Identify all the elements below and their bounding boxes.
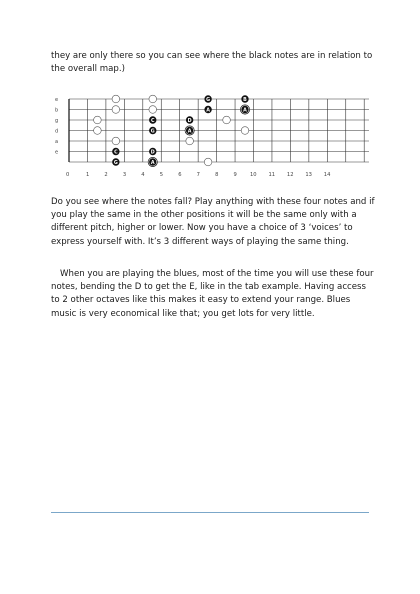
note-label: D — [150, 150, 155, 156]
fret-number-label: 10 — [250, 172, 257, 178]
string-label: e — [55, 149, 59, 156]
note-marker — [149, 127, 156, 135]
note-marker — [240, 105, 249, 114]
note-marker — [148, 157, 157, 166]
note-marker — [241, 127, 249, 135]
string-label: g — [55, 118, 59, 124]
note-label: G — [150, 129, 155, 135]
note-marker — [112, 148, 119, 156]
note-markers — [94, 95, 250, 166]
note-label: A — [150, 160, 155, 166]
fret-number-label: 7 — [196, 172, 200, 178]
note-marker — [186, 116, 193, 124]
note-marker — [94, 116, 102, 124]
note-label: G — [206, 97, 211, 103]
note-label: B — [243, 97, 247, 103]
string-label: a — [55, 139, 59, 145]
note-label: C — [114, 150, 118, 156]
intro-paragraph: they are only there so you can see where the black notes are in relation to the overall map.) — [51, 51, 373, 75]
fret-number-label: 6 — [178, 172, 182, 178]
note-marker — [186, 137, 194, 145]
note-marker — [241, 95, 248, 103]
note-label: G — [113, 160, 118, 166]
fret-number-label: 4 — [141, 172, 145, 178]
fret-number-label: 0 — [66, 172, 70, 178]
footer-divider — [51, 512, 369, 513]
string-labels — [55, 97, 58, 156]
note-marker — [204, 95, 211, 103]
fret-number-label: 5 — [159, 172, 164, 178]
note-marker — [204, 158, 212, 166]
string-label: b — [55, 107, 59, 114]
fret-number-label: 2 — [104, 172, 108, 178]
note-label: D — [187, 118, 192, 124]
note-marker — [149, 116, 156, 124]
fret-number-label: 3 — [122, 172, 127, 178]
fret-number-label: 14 — [323, 172, 331, 178]
note-marker — [112, 95, 120, 103]
note-marker — [149, 95, 157, 103]
note-label: A — [187, 129, 192, 135]
note-marker — [149, 148, 156, 156]
fret-number-label: 1 — [85, 172, 90, 178]
note-marker — [112, 106, 120, 114]
note-marker — [94, 127, 102, 135]
string-label: d — [55, 128, 59, 135]
fret-number-label: 9 — [233, 172, 237, 178]
note-marker — [149, 106, 157, 114]
note-label: A — [206, 108, 210, 114]
note-label: A — [243, 108, 247, 114]
notes-question-paragraph: Do you see where the notes fall? Play anything with these four notes and if you play the same in the other positions it will be the same only with a different pitch, higher or lower. Now you have a choice of 3 ‘voices’ to express yourself with. It’s 3 different ways of playing the same thing. — [51, 197, 375, 247]
string-label: e — [55, 97, 59, 103]
note-marker — [112, 137, 120, 145]
note-marker — [204, 106, 211, 114]
note-marker — [223, 116, 231, 124]
note-marker — [185, 126, 194, 135]
blues-paragraph: When you are playing the blues, most of the time you will use these four notes, bending the D to get the E, like in the tab example. Having access to 2 other octaves like this makes it easy to extend your range. Blues music is very economical like that; you get lots for very little. — [51, 269, 374, 319]
fret-number-label: 12 — [286, 172, 294, 178]
note-marker — [112, 158, 119, 166]
fret-number-label: 11 — [268, 172, 276, 178]
fret-number-label: 8 — [215, 172, 219, 178]
fretboard-diagram — [0, 0, 420, 190]
fret-number-labels — [66, 172, 331, 178]
note-label: C — [150, 118, 155, 124]
fret-number-label: 13 — [305, 172, 312, 178]
